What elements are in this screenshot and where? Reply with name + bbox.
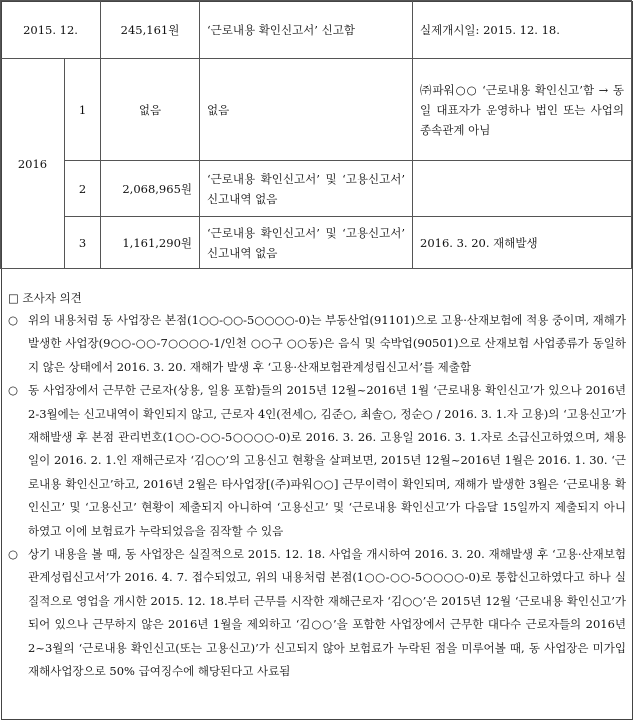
report-cell: 없음 [200, 59, 413, 161]
row-number-cell: 3 [65, 217, 101, 269]
opinion-paragraph [8, 379, 626, 543]
note-cell: ㈜파워○○ ‘근로내용 확인신고’함 → 동일 대표자가 운영하나 법인 또는 사업의 종속관계 아님 [413, 59, 632, 161]
table-row [1, 161, 632, 217]
opinion-paragraph [8, 543, 626, 683]
bullet-circle: ○ [8, 313, 19, 327]
amount-cell: 245,161원 [101, 1, 200, 59]
table-row [1, 217, 632, 269]
bullet-circle: ○ [8, 383, 19, 398]
opinion-text: 동 사업장에서 근무한 근로자(상용, 일용 포함)들의 2015년 12월~2016년 1월 ‘근로내용 확인신고’가 있으나 2016년 2-3월에는 신고내역이 확인되지 않고, 근로자 4인(전세○, 김준○, 최솔○, 정순○ / 2016. 3. 1.자 고용)의 ‘고용신고’가 재해발생 후 본점 관리번호(1○○-○○-5○○○○-0)로 2016. 3. 26. 고용일 2016. 3. 1.자로 소급신고하였으며, 채용일이 2016. 2. 1.인 재해근로자 ‘김○○’의 고용신고 현황을 살펴보면, 2015년 12월~2016년 1월은 2016. 1. 30. ‘근로내용 확인신고’하고, 2016년 2월은 타사업장[(주)파워○○] 근무이력이 확인되며, 재해가 발생한 3월은 ‘근로내용 확인신고’ 및 ‘고용신고’ 현황이 제출되지 아니하여 ‘고용신고’ 및 ‘근로내용 확인신고’가 다음달 15일까지 제출되지 아니하였고 이에 보험료가 누락되었음을 짐작할 수 있음 [28, 383, 626, 538]
note-cell [413, 161, 632, 217]
row-number-cell: 1 [65, 59, 101, 161]
amount-cell: 1,161,290원 [101, 217, 200, 269]
report-cell: ‘근로내용 확인신고서’ 및 ‘고용신고서’ 신고내역 없음 [200, 161, 413, 217]
investigator-opinion [8, 288, 626, 684]
opinion-title: □ 조사자 의견 [8, 291, 82, 305]
note-cell: 2016. 3. 20. 재해발생 [413, 217, 632, 269]
note-cell: 실제개시일: 2015. 12. 18. [413, 1, 632, 59]
opinion-paragraph [8, 309, 626, 379]
wage-report-table [0, 0, 632, 269]
report-cell: ‘근로내용 확인신고서’ 및 ‘고용신고서’ 신고내역 없음 [200, 217, 413, 269]
period-cell: 2015. 12. [1, 1, 101, 59]
amount-cell: 없음 [101, 59, 200, 161]
opinion-text: 상기 내용을 볼 때, 동 사업장은 실질적으로 2015. 12. 18. 사업을 개시하여 2016. 3. 20. 재해발생 후 ‘고용·산재보험관계성립신고서’가 2016. 4. 7. 접수되었고, 위의 내용처럼 본점(1○○-○○-5○○○○-0)로 통합신고하였다고 하나 실질적으로 영업을 개시한 2015. 12. 18.부터 근무를 시작한 재해근로자 ‘김○○’은 2015년 12월 ‘근로내용 확인신고’가 되어 있으나 근무하지 않은 2016년 1월을 제외하고 ‘김○○’을 포함한 사업장에서 근무한 대다수 근로자들의 2016년 2~3월의 ‘근로내용 확인신고(또는 고용신고)’가 신고되지 않아 보험료가 누락된 점을 미루어볼 때, 동 사업장은 미가입재해사업장으로 50% 급여징수에 해당된다고 사료됨 [28, 547, 626, 679]
table-row [1, 1, 632, 59]
amount-cell: 2,068,965원 [101, 161, 200, 217]
bullet-circle: ○ [8, 547, 19, 562]
year-cell: 2016 [1, 59, 65, 269]
row-number-cell: 2 [65, 161, 101, 217]
table-row [1, 59, 632, 161]
opinion-text: 위의 내용처럼 동 사업장은 본점(1○○-○○-5○○○○-0)는 부동산업(91101)으로 고용·산재보험에 적용 중이며, 재해가 발생한 사업장(9○○-○○-7○○○○-1/인천 ○○구 ○○동)은 음식 및 숙박업(90501)으로 산재보험 사업종류가 동일하지 않은 상태에서 2016. 3. 20. 재해가 발생 후 ‘고용·산재보험관계성립신고서’를 제출함 [28, 313, 626, 374]
report-cell: ‘근로내용 확인신고서’ 신고함 [200, 1, 413, 59]
